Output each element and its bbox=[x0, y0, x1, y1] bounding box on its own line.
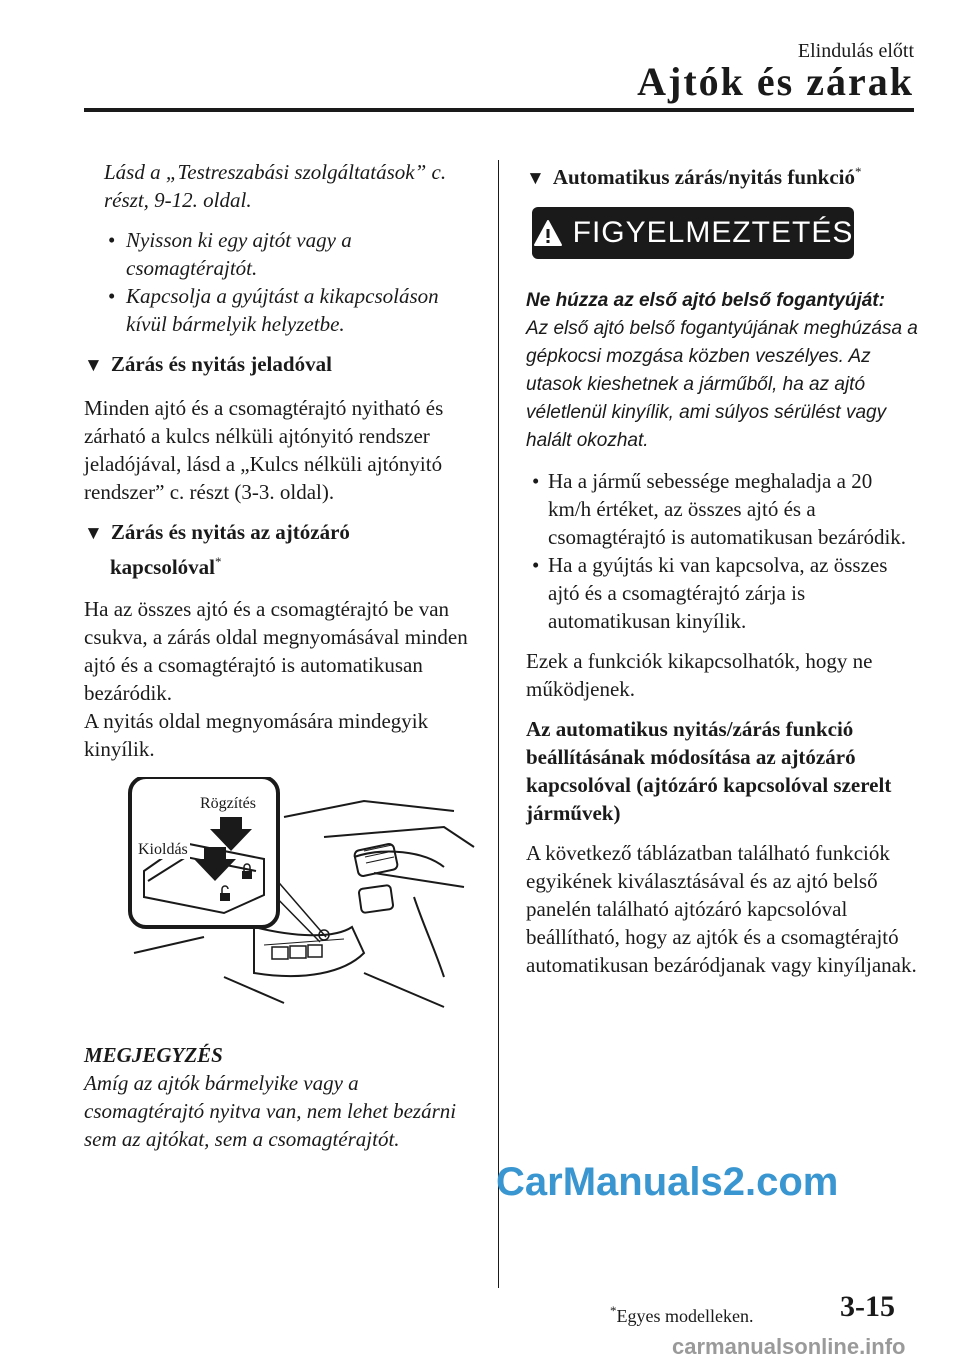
lock-switch-text: Ha az összes ajtó és a csomagtérajtó be van csukva, a zárás oldal megnyomásával minden ajtó és a csomagtérajtó is automatikusan bezáródik. bbox=[84, 597, 468, 705]
unlock-label: Kioldás bbox=[138, 841, 188, 858]
list-item: • Ha a gyújtás ki van kapcsolva, az összes ajtó és a csomagtérajtó zárja is automatikusan kinyílik. bbox=[532, 553, 888, 633]
page-number: 3-15 bbox=[840, 1290, 895, 1323]
note-text: Amíg az ajtók bármelyike vagy a csomagtérajtó nyitva van, nem lehet bezárni sem az ajtókat, sem a csomagtérajtót. bbox=[84, 1071, 457, 1151]
lock-label: Rögzítés bbox=[200, 795, 256, 812]
heading-lock-switch: ▼ Zárás és nyitás az ajtózáró kapcsolóval* bbox=[84, 520, 350, 579]
unlock-switch-text: A nyitás oldal megnyomására mindegyik kinyílik. bbox=[84, 709, 429, 761]
door-lock-switch-figure bbox=[124, 777, 484, 1017]
column-divider bbox=[498, 160, 499, 1288]
warning-banner bbox=[532, 207, 854, 259]
header-rule bbox=[84, 108, 914, 112]
list-item: • Kapcsolja a gyújtást a kikapcsoláson kívül bármelyik helyzetbe. bbox=[108, 284, 439, 336]
page-title: Ajtók és zárak bbox=[637, 59, 914, 104]
footnote: *Egyes modelleken. bbox=[610, 1303, 754, 1326]
heading-setting-change: Az automatikus nyitás/zárás funkció beállításának módosítása az ajtózáró kapcsolóval (ajtózáró kapcsolóval szerelt járművek) bbox=[526, 717, 892, 825]
right-column bbox=[526, 158, 920, 991]
setting-text: A következő táblázatban található funkciók egyikének kiválasztásával és az ajtó belső panelén található ajtózáró kapcsolóval beállítható, hogy az ajtók és a csomagtérajtó automatikusan bezáródjanak vagy kinyíljanak. bbox=[526, 841, 917, 977]
note-title: MEGJEGYZÉS bbox=[84, 1043, 223, 1067]
disable-text: Ezek a funkciók kikapcsolhatók, hogy ne működjenek. bbox=[526, 649, 873, 701]
heading-transmitter: ▼ Zárás és nyitás jeladóval bbox=[84, 352, 332, 376]
triangle-bullet-icon: ▼ bbox=[84, 355, 103, 376]
transmitter-text: Minden ajtó és a csomagtérajtó nyitható és zárható a kulcs nélküli ajtónyitó rendszer jeladójával, lásd a „Kulcs nélküli ajtónyitó rendszer” c. részt (3-3. oldal). bbox=[84, 396, 444, 504]
watermark-carmanuals: CarManuals2.com bbox=[496, 1160, 839, 1204]
intro-reference: Lásd a „Testreszabási szolgáltatások” c. részt, 9-12. oldal. bbox=[104, 160, 447, 212]
warning-label: FIGYELMEZTETÉS bbox=[572, 216, 854, 249]
warning-body bbox=[526, 287, 920, 455]
prerequisite-list bbox=[84, 226, 474, 338]
door-panel-illustration bbox=[124, 777, 484, 1017]
auto-lock-list bbox=[526, 467, 920, 635]
triangle-bullet-icon: ▼ bbox=[84, 523, 103, 544]
list-item: • Ha a jármű sebessége meghaladja a 20 km/h értéket, az összes ajtó és a csomagtérajtó is automatikusan bezáródik. bbox=[532, 469, 907, 549]
section-label: Elindulás előtt bbox=[797, 40, 914, 62]
heading-auto-lock: ▼ Automatikus zárás/nyitás funkció* bbox=[526, 164, 862, 189]
triangle-bullet-icon: ▼ bbox=[526, 168, 545, 189]
warning-text: Az első ajtó belső fogantyújának meghúzása a gépkocsi mozgása közben veszélyes. Az utasok kieshetnek a járműből, ha az ajtó véletlenül kinyílik, ami súlyos sérülést vagy halált okozhat. bbox=[526, 318, 918, 451]
left-column bbox=[84, 158, 474, 1153]
warning-triangle-icon bbox=[533, 219, 563, 247]
watermark-online: carmanualsonline.info bbox=[672, 1334, 906, 1359]
list-item: • Nyisson ki egy ajtót vagy a csomagtérajtót. bbox=[108, 228, 352, 280]
warning-title: Ne húzza az első ajtó belső fogantyúját: bbox=[526, 290, 885, 311]
